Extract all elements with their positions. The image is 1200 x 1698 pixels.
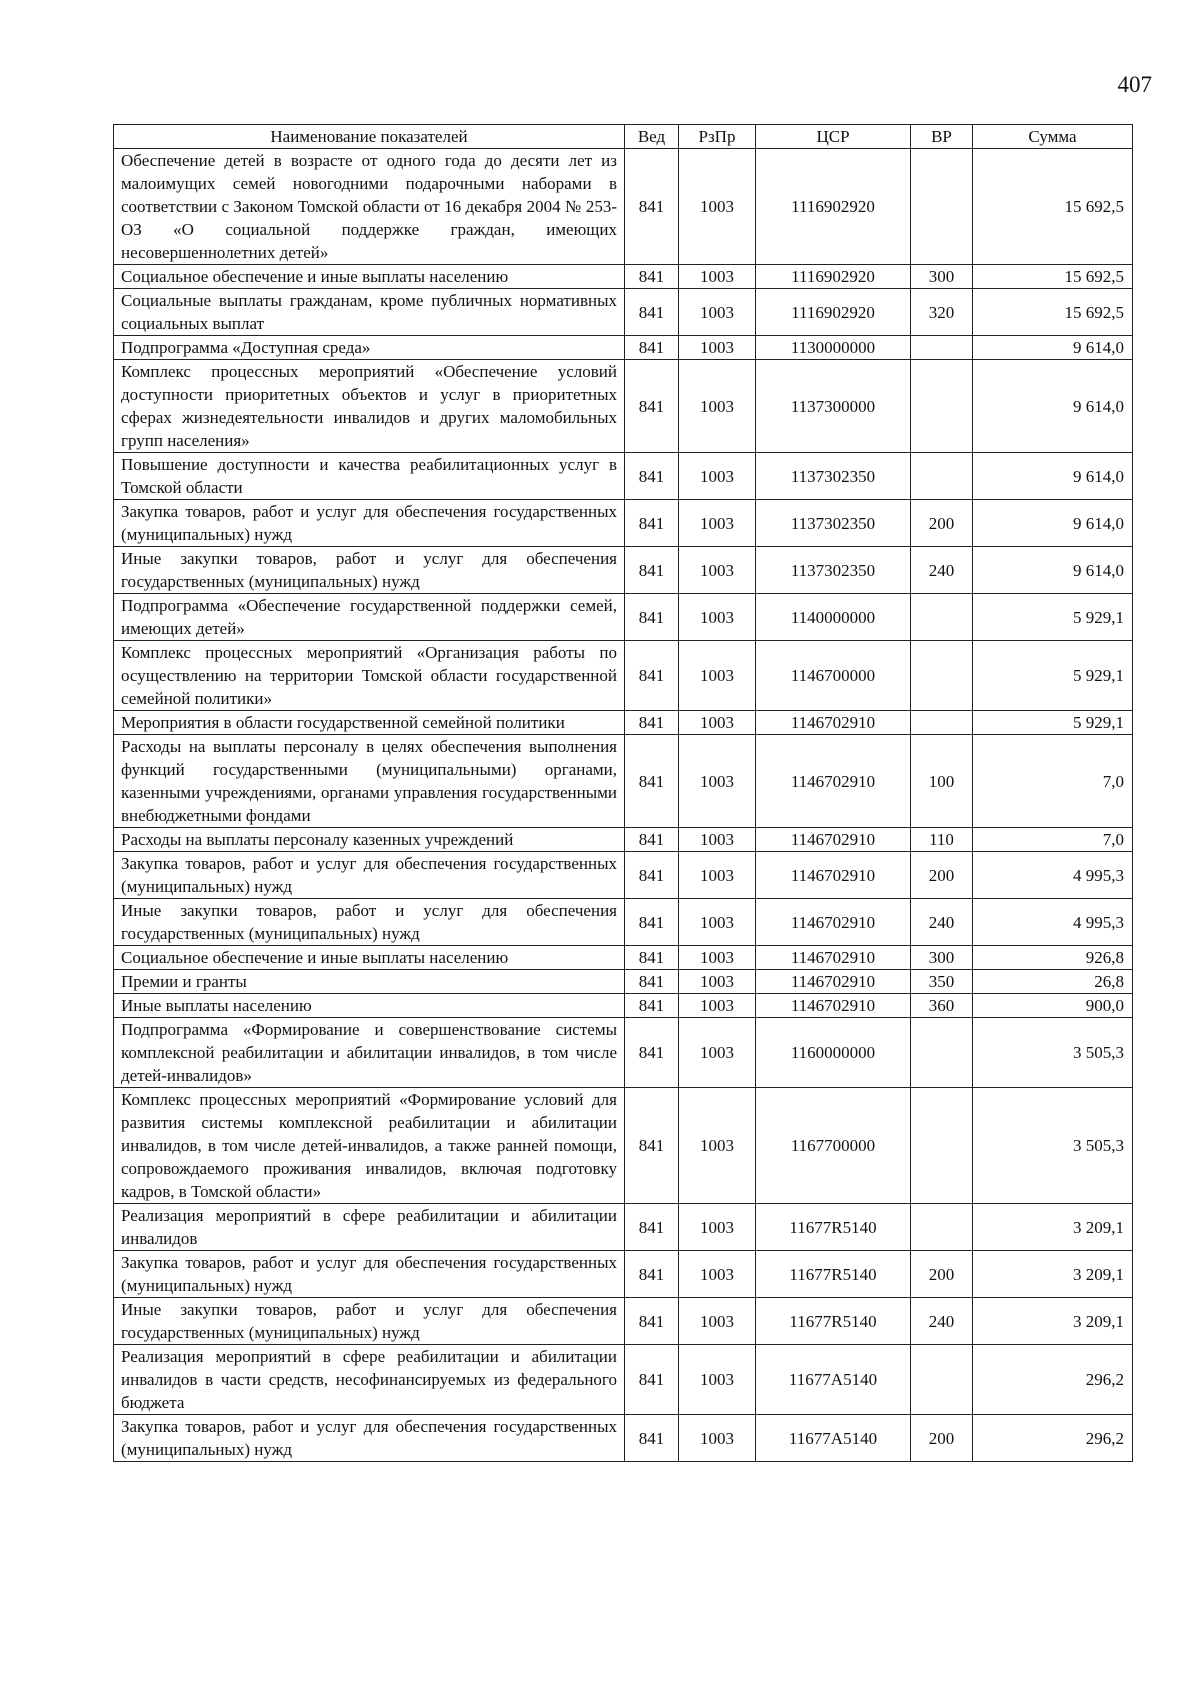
cell-vr: 300 (911, 265, 973, 289)
cell-ved: 841 (625, 594, 679, 641)
table-row (114, 336, 1133, 360)
table-row (114, 547, 1133, 594)
cell-sum: 4 995,3 (973, 852, 1133, 899)
cell-ved: 841 (625, 1251, 679, 1298)
cell-sum: 15 692,5 (973, 265, 1133, 289)
cell-sum: 3 209,1 (973, 1204, 1133, 1251)
cell-rzpr: 1003 (679, 899, 756, 946)
cell-vr: 200 (911, 500, 973, 547)
cell-sum: 926,8 (973, 946, 1133, 970)
cell-vr: 240 (911, 899, 973, 946)
cell-ved: 841 (625, 641, 679, 711)
cell-rzpr: 1003 (679, 360, 756, 453)
cell-vr (911, 453, 973, 500)
cell-name: Подпрограмма «Обеспечение государственной поддержки семей, имеющих детей» (114, 594, 625, 641)
cell-csr: 1146702910 (756, 899, 911, 946)
table-row (114, 453, 1133, 500)
table-header-row (114, 125, 1133, 149)
cell-csr: 1137302350 (756, 500, 911, 547)
cell-vr: 200 (911, 1251, 973, 1298)
table-row (114, 735, 1133, 828)
cell-ved: 841 (625, 265, 679, 289)
cell-rzpr: 1003 (679, 594, 756, 641)
table-row (114, 852, 1133, 899)
cell-csr: 1146702910 (756, 828, 911, 852)
cell-sum: 7,0 (973, 735, 1133, 828)
cell-name: Комплекс процессных мероприятий «Организация работы по осуществлению на территории Томской области государственной семейной политики» (114, 641, 625, 711)
cell-vr: 360 (911, 994, 973, 1018)
cell-sum: 7,0 (973, 828, 1133, 852)
table-row (114, 1298, 1133, 1345)
cell-name: Иные закупки товаров, работ и услуг для обеспечения государственных (муниципальных) нужд (114, 899, 625, 946)
cell-name: Подпрограмма «Доступная среда» (114, 336, 625, 360)
cell-rzpr: 1003 (679, 1251, 756, 1298)
cell-sum: 296,2 (973, 1415, 1133, 1462)
cell-csr: 1137302350 (756, 453, 911, 500)
cell-ved: 841 (625, 994, 679, 1018)
cell-rzpr: 1003 (679, 547, 756, 594)
cell-vr (911, 711, 973, 735)
cell-name: Иные закупки товаров, работ и услуг для обеспечения государственных (муниципальных) нужд (114, 547, 625, 594)
cell-name: Реализация мероприятий в сфере реабилитации и абилитации инвалидов (114, 1204, 625, 1251)
cell-ved: 841 (625, 336, 679, 360)
cell-csr: 1146700000 (756, 641, 911, 711)
cell-ved: 841 (625, 946, 679, 970)
cell-ved: 841 (625, 500, 679, 547)
cell-rzpr: 1003 (679, 265, 756, 289)
cell-ved: 841 (625, 1298, 679, 1345)
cell-csr: 1146702910 (756, 735, 911, 828)
cell-vr: 200 (911, 1415, 973, 1462)
cell-csr: 1130000000 (756, 336, 911, 360)
cell-sum: 9 614,0 (973, 360, 1133, 453)
column-header-name: Наименование показателей (114, 125, 625, 149)
table-row (114, 289, 1133, 336)
cell-csr: 11677R5140 (756, 1251, 911, 1298)
cell-csr: 1146702910 (756, 946, 911, 970)
cell-sum: 15 692,5 (973, 149, 1133, 265)
cell-rzpr: 1003 (679, 852, 756, 899)
cell-sum: 9 614,0 (973, 547, 1133, 594)
cell-sum: 4 995,3 (973, 899, 1133, 946)
table-row (114, 265, 1133, 289)
cell-name: Социальное обеспечение и иные выплаты населению (114, 946, 625, 970)
cell-vr: 110 (911, 828, 973, 852)
cell-csr: 11677A5140 (756, 1345, 911, 1415)
cell-name: Комплекс процессных мероприятий «Формирование условий для развития системы комплексной реабилитации и абилитации инвалидов, в том числе детей-инвалидов, а также ранней помощи, сопровождаемого проживания инвалидов, включая подготовку кадров, в Томской области» (114, 1088, 625, 1204)
cell-csr: 1140000000 (756, 594, 911, 641)
cell-sum: 5 929,1 (973, 641, 1133, 711)
cell-csr: 11677R5140 (756, 1298, 911, 1345)
cell-rzpr: 1003 (679, 336, 756, 360)
column-header-ved: Вед (625, 125, 679, 149)
cell-rzpr: 1003 (679, 946, 756, 970)
cell-ved: 841 (625, 1204, 679, 1251)
cell-ved: 841 (625, 149, 679, 265)
column-header-sum: Сумма (973, 125, 1133, 149)
cell-name: Повышение доступности и качества реабилитационных услуг в Томской области (114, 453, 625, 500)
cell-csr: 1146702910 (756, 711, 911, 735)
cell-vr (911, 1345, 973, 1415)
cell-sum: 296,2 (973, 1345, 1133, 1415)
cell-ved: 841 (625, 828, 679, 852)
cell-vr: 240 (911, 1298, 973, 1345)
table-row (114, 828, 1133, 852)
table-row (114, 1088, 1133, 1204)
cell-ved: 841 (625, 970, 679, 994)
cell-sum: 5 929,1 (973, 594, 1133, 641)
cell-name: Социальное обеспечение и иные выплаты населению (114, 265, 625, 289)
cell-ved: 841 (625, 852, 679, 899)
table-row (114, 360, 1133, 453)
cell-rzpr: 1003 (679, 1088, 756, 1204)
cell-rzpr: 1003 (679, 289, 756, 336)
cell-ved: 841 (625, 360, 679, 453)
cell-vr: 350 (911, 970, 973, 994)
cell-csr: 1160000000 (756, 1018, 911, 1088)
cell-rzpr: 1003 (679, 149, 756, 265)
cell-vr (911, 641, 973, 711)
cell-sum: 9 614,0 (973, 453, 1133, 500)
table-row (114, 1018, 1133, 1088)
cell-name: Мероприятия в области государственной семейной политики (114, 711, 625, 735)
cell-csr: 1146702910 (756, 994, 911, 1018)
cell-rzpr: 1003 (679, 641, 756, 711)
cell-rzpr: 1003 (679, 1345, 756, 1415)
cell-sum: 900,0 (973, 994, 1133, 1018)
cell-csr: 1146702910 (756, 970, 911, 994)
cell-rzpr: 1003 (679, 453, 756, 500)
cell-vr (911, 1018, 973, 1088)
cell-vr (911, 360, 973, 453)
column-header-csr: ЦСР (756, 125, 911, 149)
table-body (114, 149, 1133, 1462)
cell-rzpr: 1003 (679, 1415, 756, 1462)
table-row (114, 711, 1133, 735)
cell-sum: 26,8 (973, 970, 1133, 994)
cell-rzpr: 1003 (679, 711, 756, 735)
cell-ved: 841 (625, 1018, 679, 1088)
cell-name: Обеспечение детей в возрасте от одного года до десяти лет из малоимущих семей новогодними подарочными наборами в соответствии с Законом Томской области от 16 декабря 2004 № 253-ОЗ «О социальной поддержке граждан, имеющих несовершеннолетних детей» (114, 149, 625, 265)
cell-csr: 1146702910 (756, 852, 911, 899)
cell-rzpr: 1003 (679, 1298, 756, 1345)
cell-ved: 841 (625, 735, 679, 828)
cell-csr: 1137302350 (756, 547, 911, 594)
cell-ved: 841 (625, 289, 679, 336)
cell-sum: 3 209,1 (973, 1298, 1133, 1345)
cell-rzpr: 1003 (679, 735, 756, 828)
cell-name: Подпрограмма «Формирование и совершенствование системы комплексной реабилитации и абилитации инвалидов, в том числе детей-инвалидов» (114, 1018, 625, 1088)
cell-name: Иные выплаты населению (114, 994, 625, 1018)
cell-csr: 1167700000 (756, 1088, 911, 1204)
table-row (114, 994, 1133, 1018)
cell-name: Реализация мероприятий в сфере реабилитации и абилитации инвалидов в части средств, несофинансируемых из федерального бюджета (114, 1345, 625, 1415)
cell-ved: 841 (625, 1345, 679, 1415)
cell-vr: 100 (911, 735, 973, 828)
cell-vr: 320 (911, 289, 973, 336)
table-row (114, 500, 1133, 547)
cell-name: Социальные выплаты гражданам, кроме публичных нормативных социальных выплат (114, 289, 625, 336)
cell-ved: 841 (625, 1415, 679, 1462)
cell-sum: 9 614,0 (973, 336, 1133, 360)
cell-name: Закупка товаров, работ и услуг для обеспечения государственных (муниципальных) нужд (114, 1251, 625, 1298)
cell-vr (911, 594, 973, 641)
cell-vr: 200 (911, 852, 973, 899)
cell-vr (911, 336, 973, 360)
cell-rzpr: 1003 (679, 994, 756, 1018)
cell-rzpr: 1003 (679, 828, 756, 852)
cell-name: Закупка товаров, работ и услуг для обеспечения государственных (муниципальных) нужд (114, 1415, 625, 1462)
cell-rzpr: 1003 (679, 970, 756, 994)
table-row (114, 970, 1133, 994)
table-row (114, 149, 1133, 265)
cell-csr: 11677R5140 (756, 1204, 911, 1251)
cell-ved: 841 (625, 1088, 679, 1204)
cell-csr: 1116902920 (756, 265, 911, 289)
cell-name: Премии и гранты (114, 970, 625, 994)
cell-name: Иные закупки товаров, работ и услуг для обеспечения государственных (муниципальных) нужд (114, 1298, 625, 1345)
cell-csr: 1137300000 (756, 360, 911, 453)
cell-sum: 15 692,5 (973, 289, 1133, 336)
cell-rzpr: 1003 (679, 1018, 756, 1088)
cell-ved: 841 (625, 899, 679, 946)
cell-name: Комплекс процессных мероприятий «Обеспечение условий доступности приоритетных объектов и услуг в приоритетных сферах жизнедеятельности инвалидов и других маломобильных групп населения» (114, 360, 625, 453)
cell-ved: 841 (625, 711, 679, 735)
cell-sum: 5 929,1 (973, 711, 1133, 735)
cell-vr (911, 1204, 973, 1251)
table-row (114, 1251, 1133, 1298)
cell-name: Закупка товаров, работ и услуг для обеспечения государственных (муниципальных) нужд (114, 852, 625, 899)
cell-ved: 841 (625, 547, 679, 594)
cell-name: Расходы на выплаты персоналу в целях обеспечения выполнения функций государственными (муниципальными) органами, казенными учреждениями, органами управления государственными внебюджетными фондами (114, 735, 625, 828)
cell-rzpr: 1003 (679, 1204, 756, 1251)
budget-table (113, 124, 1133, 1462)
cell-vr: 300 (911, 946, 973, 970)
table-row (114, 899, 1133, 946)
table-row (114, 1204, 1133, 1251)
cell-vr (911, 149, 973, 265)
cell-name: Расходы на выплаты персоналу казенных учреждений (114, 828, 625, 852)
cell-rzpr: 1003 (679, 500, 756, 547)
cell-name: Закупка товаров, работ и услуг для обеспечения государственных (муниципальных) нужд (114, 500, 625, 547)
table-row (114, 1345, 1133, 1415)
cell-csr: 11677A5140 (756, 1415, 911, 1462)
table-row (114, 1415, 1133, 1462)
cell-vr: 240 (911, 547, 973, 594)
page-number: 407 (1117, 72, 1152, 97)
cell-ved: 841 (625, 453, 679, 500)
table-row (114, 946, 1133, 970)
cell-vr (911, 1088, 973, 1204)
cell-csr: 1116902920 (756, 289, 911, 336)
cell-sum: 3 505,3 (973, 1018, 1133, 1088)
cell-sum: 3 209,1 (973, 1251, 1133, 1298)
cell-sum: 9 614,0 (973, 500, 1133, 547)
cell-csr: 1116902920 (756, 149, 911, 265)
table-row (114, 594, 1133, 641)
column-header-rzpr: РзПр (679, 125, 756, 149)
column-header-vr: ВР (911, 125, 973, 149)
cell-sum: 3 505,3 (973, 1088, 1133, 1204)
table-row (114, 641, 1133, 711)
